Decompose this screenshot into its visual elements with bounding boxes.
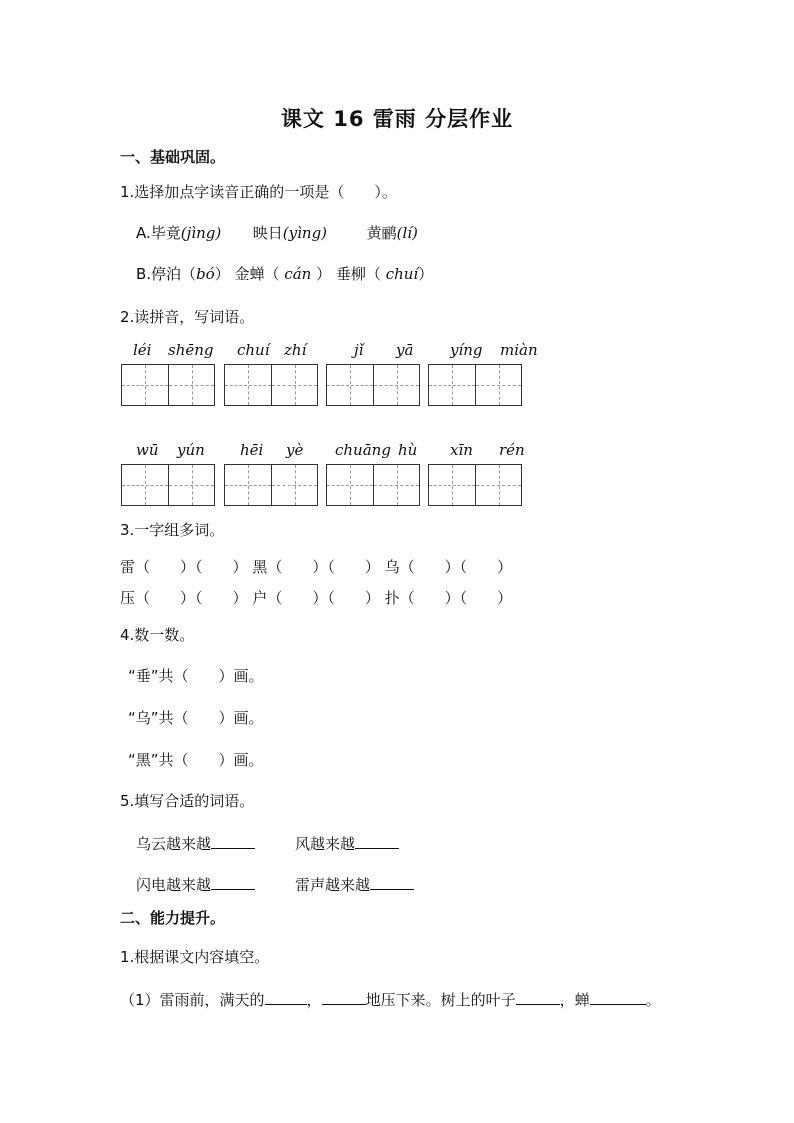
pinyin-label: yā (396, 341, 414, 359)
stroke-count-item: “黑”共（ ）画。 (128, 751, 264, 769)
pinyin-label: miàn (500, 341, 538, 359)
answer-blank[interactable] (370, 873, 414, 890)
cloze-sentence (120, 988, 661, 1010)
fill-word-text: 闪电越来越 (136, 876, 212, 894)
answer-blank[interactable] (516, 988, 560, 1005)
writing-grid[interactable] (121, 364, 215, 406)
fill-word-text: 乌云越来越 (136, 835, 212, 853)
group-char: 压 (120, 589, 136, 607)
option-b-word-2: 金蝉（ (234, 265, 280, 283)
option-a-pinyin-3: (lí) (396, 224, 418, 242)
fill-word-item (295, 832, 399, 854)
answer-blank[interactable] (211, 832, 255, 849)
answer-blank[interactable] (211, 873, 255, 890)
option-a (136, 222, 418, 243)
stroke-count-item: “垂”共（ ）画。 (128, 667, 264, 685)
option-a-pinyin-1: (jìng) (180, 224, 222, 242)
option-b-word-1: B.停泊（ (136, 265, 197, 283)
writing-grid[interactable] (224, 464, 318, 506)
option-b-word-3: 垂柳（ (335, 265, 381, 283)
word-group-row-1: 雷（ ）（ ） 黑（ ）（ ） 乌（ ）（ ） (120, 558, 513, 576)
option-a-pinyin-2: (yìng) (282, 224, 328, 242)
pinyin-label: yè (286, 441, 304, 459)
pinyin-label: yún (177, 441, 205, 459)
fill-word-item (295, 873, 414, 895)
pinyin-label: hēi (240, 441, 264, 459)
section-heading-advanced: 二、能力提升。 (120, 909, 226, 927)
pinyin-label: wū (136, 441, 159, 459)
page-title: 课文 16 雷雨 分层作业 (280, 107, 514, 131)
option-b (136, 263, 433, 284)
option-b-close-2: ） (316, 265, 332, 283)
group-char: 黑 (252, 558, 268, 576)
option-b-pinyin-2: cán (284, 265, 312, 283)
section2-question-1-stem: 1.根据课文内容填空。 (120, 948, 270, 966)
cloze-text: ， (306, 991, 322, 1009)
section-heading-basic: 一、基础巩固。 (120, 148, 226, 166)
fill-word-item (136, 873, 255, 895)
fill-word-text: 雷声越来越 (295, 876, 371, 894)
writing-grid[interactable] (428, 464, 522, 506)
option-a-word-2: 映日 (252, 224, 283, 242)
cloze-text: 。 (645, 991, 661, 1009)
group-char: 扑 (384, 589, 400, 607)
cloze-text: （1）雷雨前，满天的 (120, 991, 265, 1009)
answer-blank[interactable] (322, 988, 366, 1005)
question-1-stem: 1.选择加点字读音正确的一项是（ ）。 (120, 183, 397, 201)
option-a-word-3: 黄鹂 (366, 224, 397, 242)
cloze-text: ，蝉 (559, 991, 590, 1009)
group-char: 雷 (120, 558, 136, 576)
writing-grid[interactable] (326, 464, 420, 506)
question-3-stem: 3.一字组多词。 (120, 521, 225, 539)
option-b-close-3: ） (418, 265, 434, 283)
pinyin-label: rén (499, 441, 525, 459)
pinyin-label: chuāng (335, 441, 391, 459)
answer-blank[interactable] (355, 832, 399, 849)
cloze-text: 地压下来。树上的叶子 (365, 991, 516, 1009)
writing-grid[interactable] (121, 464, 215, 506)
pinyin-label: shēng (168, 341, 214, 359)
option-b-pinyin-3: chuí (385, 265, 419, 283)
pinyin-label: zhí (284, 341, 307, 359)
answer-blank[interactable] (590, 988, 646, 1005)
pinyin-label: yíng (450, 341, 483, 359)
pinyin-label: chuí (237, 341, 270, 359)
group-char: 乌 (384, 558, 400, 576)
writing-grid[interactable] (224, 364, 318, 406)
fill-word-text: 风越来越 (295, 835, 356, 853)
pinyin-label: jǐ (354, 341, 364, 359)
question-4-stem: 4.数一数。 (120, 626, 195, 644)
option-b-pinyin-1: bó (196, 265, 215, 283)
pinyin-label: hù (398, 441, 418, 459)
pinyin-label: xīn (450, 441, 473, 459)
writing-grid[interactable] (428, 364, 522, 406)
pinyin-label: léi (133, 341, 152, 359)
question-2-stem: 2.读拼音，写词语。 (120, 308, 255, 326)
question-5-stem: 5.填写合适的词语。 (120, 792, 255, 810)
word-group-row-2: 压（ ）（ ） 户（ ）（ ） 扑（ ）（ ） (120, 589, 513, 607)
answer-blank[interactable] (265, 988, 307, 1005)
writing-grid[interactable] (326, 364, 420, 406)
stroke-count-item: “乌”共（ ）画。 (128, 709, 264, 727)
option-a-word-1: A.毕竟 (136, 224, 181, 242)
option-b-close-1: ） (214, 265, 230, 283)
fill-word-item (136, 832, 255, 854)
group-char: 户 (252, 589, 268, 607)
